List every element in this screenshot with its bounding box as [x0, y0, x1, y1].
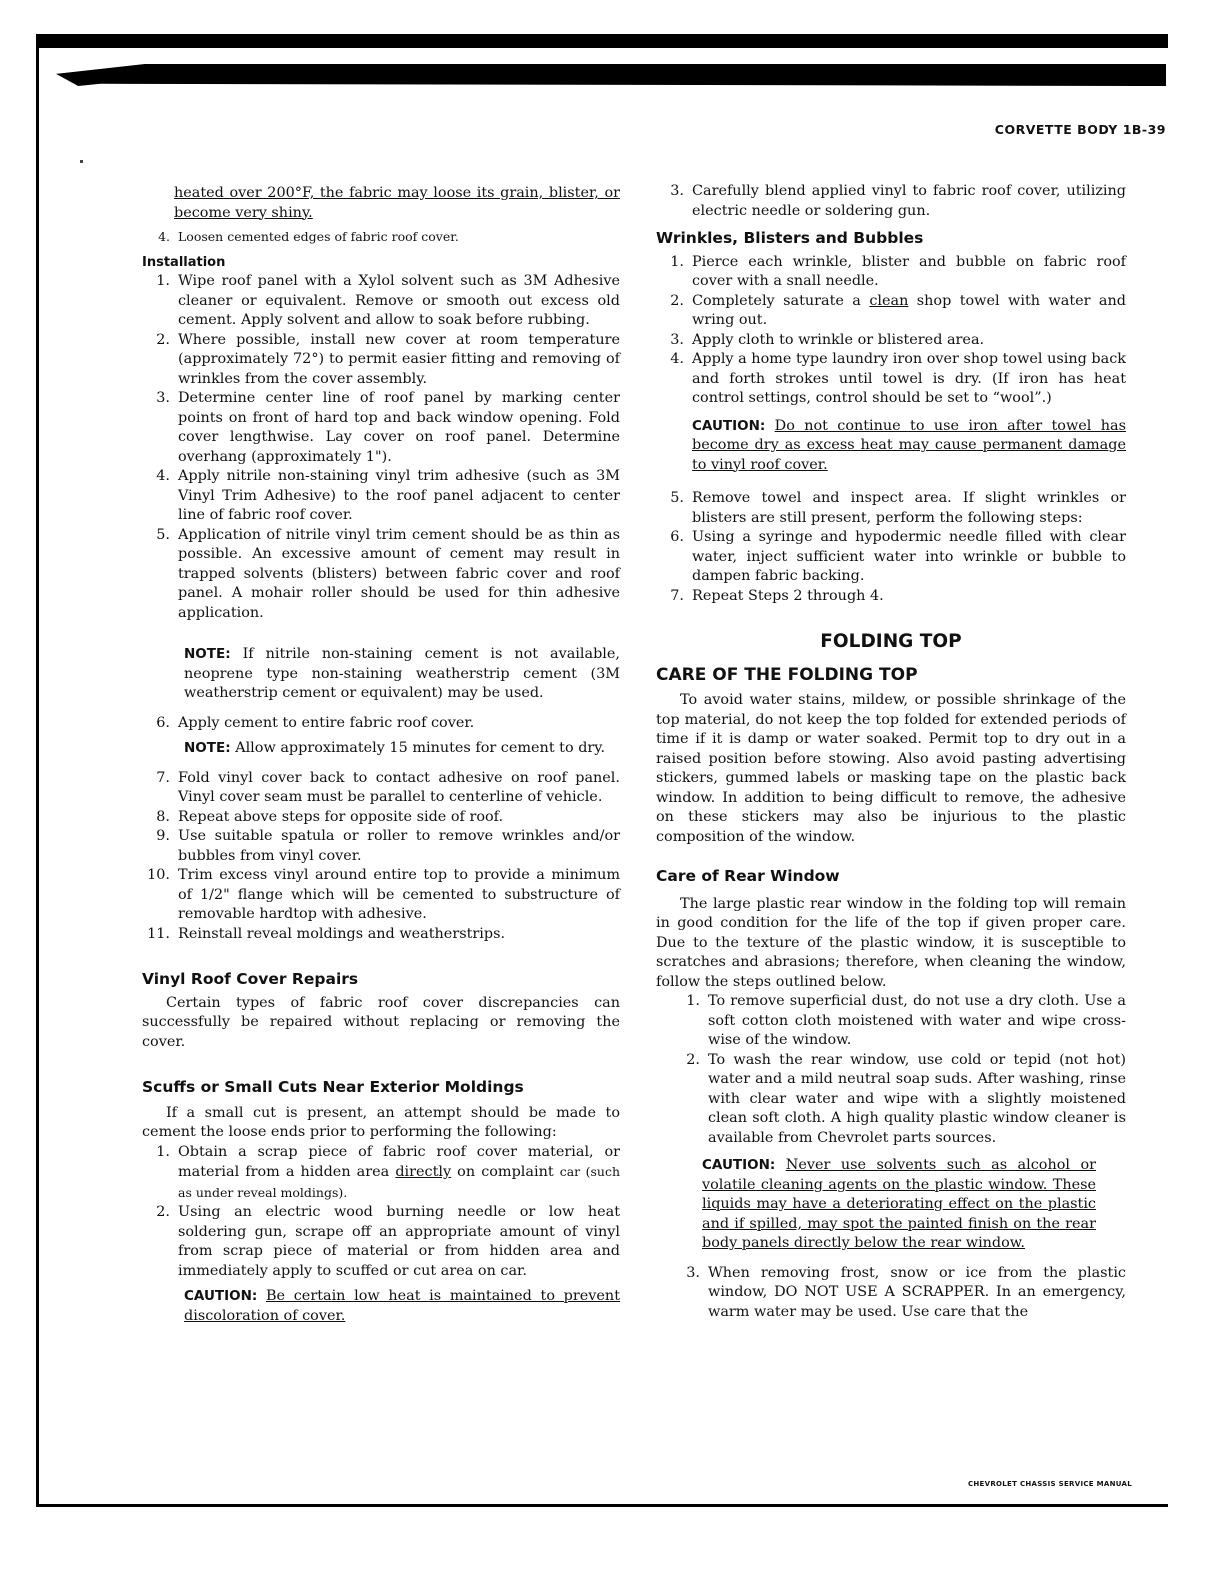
footer-manual-title: CHEVROLET CHASSIS SERVICE MANUAL — [967, 1480, 1132, 1488]
installation-steps-a — [142, 272, 620, 623]
wrinkles-heading: Wrinkles, Blisters and Bubbles — [656, 229, 924, 247]
rear-window-text: The large plastic rear window in the folding top will remain in good condition for the life of the top if given proper care. Due to the texture of the plastic window, it is susceptible to scratches and abrasions; therefore, when cleaning the window, follow the steps outlined below. — [656, 895, 1126, 990]
list-item: 2. Completely saturate a clean shop towel with water and wring out. — [670, 292, 1126, 328]
list-item: 6. Using a syringe and hypodermic needle filled with clear water, inject sufficient water into wrinkle or bubble to dampen fabric backing. — [670, 529, 1126, 584]
vinyl-repairs-text: Certain types of fabric roof cover discrepancies can successfully be repaired without replacing or removing the cover. — [142, 994, 620, 1050]
removal-step: 4. Loosen cemented edges of fabric roof cover. — [158, 229, 459, 244]
list-item: 5. Application of nitrile vinyl trim cement should be as thin as possible. An excessive amount of cement may result in trapped solvents (blisters) between fabric cover and roof panel. A mohair roller should be used for thin adhesive application. — [156, 526, 620, 621]
rear-window-heading: Care of Rear Window — [656, 867, 840, 885]
scuffs-heading: Scuffs or Small Cuts Near Exterior Moldings — [142, 1078, 524, 1096]
list-item: 2. Using an electric wood burning needle or low heat soldering gun, scrape off an appropriate amount of vinyl from scrap piece of material or from hidden area and immediately apply to scuffed or cut area on car. — [156, 1204, 620, 1279]
list-item: 10. Trim excess vinyl around entire top to provide a minimum of 1/2" flange which will be cemented to substructure of removable hardtop with adhesive. — [147, 867, 620, 922]
note-box: NOTE: If nitrile non-staining cement is not available, neoprene type non-staining weatherstrip cement (3M weatherstrip cement or equivalent) may be used. — [184, 646, 620, 701]
running-head: CORVETTE BODY 1B-39 — [994, 122, 1166, 137]
list-item: 3. Carefully blend applied vinyl to fabric roof cover, utilizing electric needle or soldering gun. — [670, 183, 1126, 219]
list-item: 7. Repeat Steps 2 through 4. — [670, 587, 884, 604]
header-swoosh-bar — [56, 64, 1166, 86]
caution-box: CAUTION: Never use solvents such as alcohol or volatile cleaning agents on the plastic window. These liquids may have a deteriorating effect on the plastic and if spilled, may spot the painted finish on the rear body panels directly below the rear window. — [702, 1157, 1096, 1251]
list-item: 2. To wash the rear window, use cold or tepid (not hot) water and a mild neutral soap suds. After washing, rinse with clear water and wipe with a slightly moistened clean soft cloth. A high quality plastic window cleaner is available from Chevrolet parts sources. — [686, 1051, 1126, 1146]
continuation-text: heated over 200°F, the fabric may loose its grain, blister, or become very shiny. — [174, 185, 620, 221]
list-item: 1. Obtain a scrap piece of fabric roof cover material, or material from a hidden area directly on complaint car (such as under reveal moldings). — [156, 1143, 621, 1200]
left-column — [142, 184, 620, 1326]
list-item: 4. Apply a home type laundry iron over shop towel using back and forth strokes until towel is dry. (If iron has heat control settings, control should be set to “wool”.) — [670, 351, 1126, 406]
bottom-frame-rule — [36, 1504, 1168, 1507]
wrinkle-steps-a — [656, 253, 1126, 409]
care-folding-top-text: To avoid water stains, mildew, or possible shrinkage of the top material, do not keep the top folded for extended periods of time if it is damp or water soaked. Permit top to dry out in a raised position before stowing. Also avoid pasting advertising stickers, gummed labels or masking tape on the plastic back window. In addition to being difficult to remove, the adhesive on these stickers may also be injurious to the plastic composition of the window. — [656, 692, 1126, 845]
list-item: 1. Wipe roof panel with a Xylol solvent such as 3M Adhesive cleaner or equivalent. Remove or smooth out excess old cement. Apply solvent and allow to soak before rubbing. — [156, 273, 620, 328]
right-column — [656, 182, 1126, 1322]
list-item: 8. Repeat above steps for opposite side of roof. — [156, 808, 504, 825]
list-item: 7. Fold vinyl cover back to contact adhesive on roof panel. Vinyl cover seam must be parallel to centerline of vehicle. — [156, 769, 620, 805]
caution-box: CAUTION: Do not continue to use iron after towel has become dry as excess heat may cause permanent damage to vinyl roof cover. — [692, 417, 1126, 473]
folding-top-heading: FOLDING TOP — [820, 631, 962, 652]
left-frame-rule — [36, 48, 39, 1506]
installation-steps-b — [142, 769, 620, 945]
margin-mark — [80, 160, 83, 163]
rear-window-steps — [672, 992, 1126, 1148]
installation-heading: Installation — [142, 254, 226, 270]
list-item: 1. Pierce each wrinkle, blister and bubble on fabric roof cover with a snall needle. — [670, 253, 1126, 289]
care-folding-top-heading: CARE OF THE FOLDING TOP — [656, 664, 918, 685]
note-box: NOTE: Allow approximately 15 minutes for cement to dry. — [184, 740, 606, 756]
list-item: 11. Reinstall reveal moldings and weatherstrips. — [147, 925, 506, 942]
vinyl-repairs-heading: Vinyl Roof Cover Repairs — [142, 970, 359, 988]
scuffs-text: If a small cut is present, an attempt should be made to cement the loose ends prior to performing the following: — [142, 1104, 620, 1140]
list-item: 1. To remove superficial dust, do not use a dry cloth. Use a soft cotton cloth moistened with water and wipe cross-wise of the window. — [686, 993, 1126, 1048]
list-item: 2. Where possible, install new cover at room temperature (approximately 72°) to permit easier fitting and removing of wrinkles from the cover assembly. — [156, 331, 620, 387]
list-item: 3. When removing frost, snow or ice from the plastic window, DO NOT USE A SCRAPPER. In an emergency, warm water may be used. Use care that the — [686, 1264, 1126, 1320]
list-item: 3. Determine center line of roof panel by marking center points on front of hard top and back window opening. Fold cover lengthwise. Lay cover on roof panel. Determine overhang (approximately 1"). — [156, 390, 620, 465]
wrinkle-steps-b — [656, 489, 1126, 606]
list-item: 6. Apply cement to entire fabric roof cover. — [156, 714, 475, 731]
top-rule — [36, 34, 1168, 48]
list-item: 5. Remove towel and inspect area. If slight wrinkles or blisters are still present, perform the following steps: — [670, 490, 1126, 526]
caution-box: CAUTION: Be certain low heat is maintained to prevent discoloration of cover. — [184, 1288, 620, 1324]
list-item: 4. Apply nitrile non-staining vinyl trim adhesive (such as 3M Vinyl Trim Adhesive) to the roof panel adjacent to center line of fabric roof cover. — [156, 468, 620, 523]
list-item: 9. Use suitable spatula or roller to remove wrinkles and/or bubbles from vinyl cover. — [156, 828, 620, 864]
list-item: 3. Apply cloth to wrinkle or blistered area. — [670, 331, 985, 348]
